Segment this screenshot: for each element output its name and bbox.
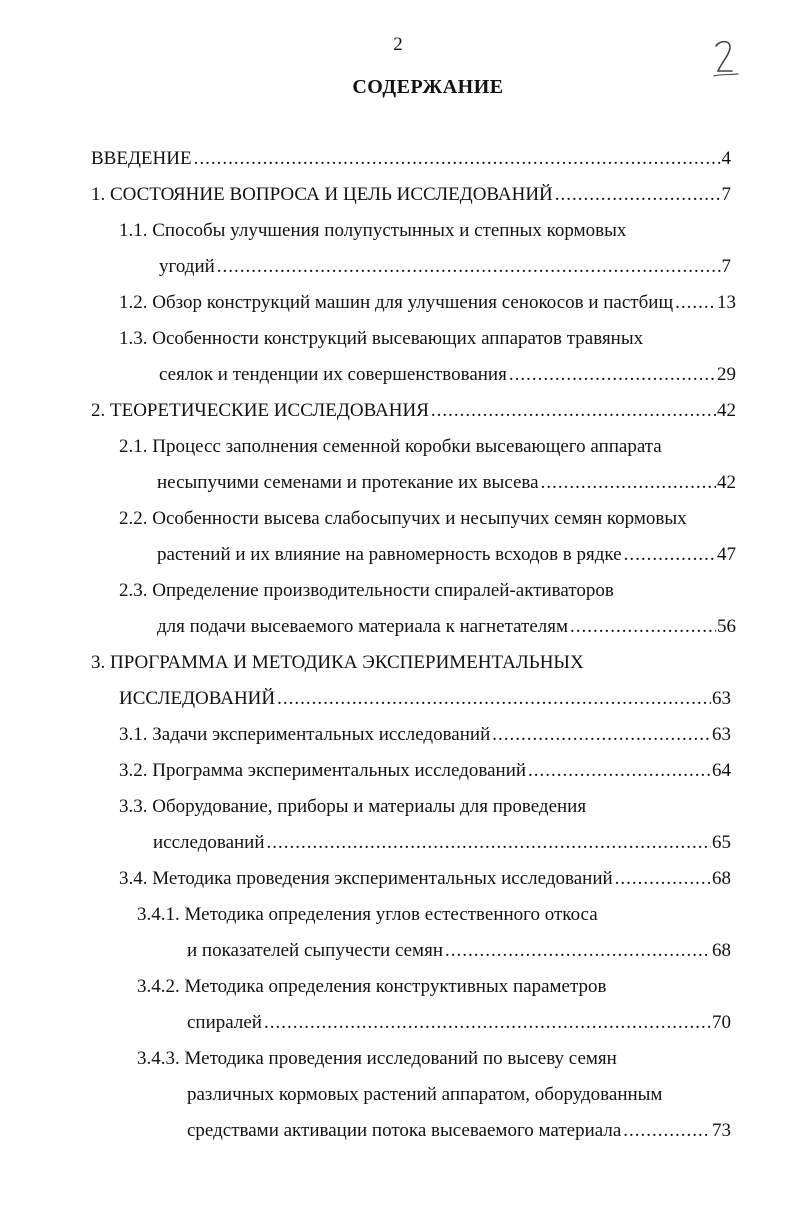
toc-entry-chapter-2 (91, 400, 736, 426)
toc-entry-title: 3.2. Программа экспериментальных исследований (119, 760, 527, 781)
toc-entry-section-3-4 (119, 868, 731, 894)
toc-entry-section-3-2 (119, 760, 731, 786)
leader-dots (528, 760, 711, 782)
toc-entry-section-2-2-cont (157, 544, 736, 570)
page-number: 2 (393, 34, 403, 55)
toc-entry-title: 3.4. Методика проведения экспериментальных исследований (119, 868, 613, 889)
handwritten-page-mark (708, 38, 742, 80)
toc-entry-section-1-3 (119, 328, 731, 354)
toc-entry-title: 1. СОСТОЯНИЕ ВОПРОСА И ЦЕЛЬ ИССЛЕДОВАНИЙ (91, 184, 553, 205)
toc-entry-title: исследований (153, 832, 265, 853)
toc-page-number: 56 (717, 616, 736, 637)
toc-page-number: 29 (717, 364, 736, 385)
leader-dots (217, 256, 721, 278)
leader-dots (623, 1120, 711, 1142)
toc-entry-title: средствами активации потока высеваемого материала (187, 1120, 622, 1141)
leader-dots (492, 724, 711, 746)
toc-entry-title: угодий (159, 256, 215, 277)
toc-page-number: 64 (712, 760, 731, 781)
toc-entry-title: 3.3. Оборудование, приборы и материалы для проведения (119, 796, 587, 817)
toc-entry-title: ИССЛЕДОВАНИЙ (119, 688, 276, 709)
toc-entry-title: ВВЕДЕНИЕ (91, 148, 192, 169)
toc-page-number: 47 (717, 544, 736, 565)
toc-page-number: 68 (712, 868, 731, 889)
leader-dots (194, 148, 721, 170)
toc-entry-title: 2.3. Определение производительности спиралей-активаторов (119, 580, 614, 601)
toc-entry-title: 1.2. Обзор конструкций машин для улучшения сенокосов и пастбищ (119, 292, 674, 313)
leader-dots (624, 544, 716, 566)
toc-entry-title: и показателей сыпучести семян (187, 940, 443, 961)
toc-page-number: 7 (721, 184, 731, 205)
toc-entry-title: 3.4.1. Методика определения углов естественного откоса (137, 904, 598, 925)
toc-entry-section-1-2 (119, 292, 736, 318)
toc-entry-title: 2.1. Процесс заполнения семенной коробки высевающего аппарата (119, 436, 662, 457)
toc-entry-section-3-3 (119, 796, 731, 822)
toc-entry-section-2-1-cont (157, 472, 736, 498)
toc-entry-section-3-1 (119, 724, 731, 750)
toc-entry-title: 1.1. Способы улучшения полупустынных и степных кормовых (119, 220, 627, 241)
toc-entry-title: 2.2. Особенности высева слабосыпучих и несыпучих семян кормовых (119, 508, 687, 529)
toc-entry-section-2-1 (119, 436, 731, 462)
toc-entry-section-2-2 (119, 508, 736, 534)
toc-entry-chapter-3 (91, 652, 731, 678)
toc-entry-section-2-3 (119, 580, 731, 606)
toc-entry-chapter-1 (91, 184, 731, 210)
toc-page-number: 42 (717, 472, 736, 493)
toc-page-number: 42 (717, 400, 736, 421)
leader-dots (445, 940, 711, 962)
toc-entry-title: сеялок и тенденции их совершенствования (159, 364, 507, 385)
leader-dots (570, 616, 716, 638)
toc-entry-title: растений и их влияние на равномерность всходов в рядке (157, 544, 622, 565)
toc-entry-title: 3.1. Задачи экспериментальных исследований (119, 724, 491, 745)
leader-dots (267, 832, 711, 854)
toc-entry-title: несыпучими семенами и протекание их высева (157, 472, 539, 493)
toc-entry-title: 1.3. Особенности конструкций высевающих аппаратов травяных (119, 328, 644, 349)
toc-entry-section-2-3-cont (157, 616, 736, 642)
toc-entry-section-1-1 (119, 220, 731, 246)
toc-page-number: 63 (712, 724, 731, 745)
toc-page-number: 65 (712, 832, 731, 853)
leader-dots (509, 364, 716, 386)
toc-entry-section-3-4-3 (137, 1048, 731, 1074)
toc-entry-section-1-3-cont (159, 364, 736, 390)
toc-entry-section-3-4-1 (137, 904, 731, 930)
toc-entry-section-3-4-1-cont (187, 940, 731, 966)
toc-entry-section-3-3-cont (153, 832, 731, 858)
leader-dots (277, 688, 711, 710)
toc-entry-title: 3.4.2. Методика определения конструктивных параметров (137, 976, 607, 997)
toc-entry-section-3-4-3-cont2 (187, 1120, 731, 1146)
leader-dots (431, 400, 716, 422)
leader-dots (541, 472, 716, 494)
toc-entry-section-3-4-3-cont1 (187, 1084, 731, 1110)
toc-entry-section-1-1-cont (159, 256, 731, 282)
toc-page-number: 63 (712, 688, 731, 709)
toc-heading: СОДЕРЖАНИЕ (352, 76, 504, 98)
toc-entry-section-3-4-2 (137, 976, 731, 1002)
toc-page-number: 70 (712, 1012, 731, 1033)
toc-entry-title: 3.4.3. Методика проведения исследований по высеву семян (137, 1048, 617, 1069)
toc-entry-title: 2. ТЕОРЕТИЧЕСКИЕ ИССЛЕДОВАНИЯ (91, 400, 429, 421)
toc-entry-title: спиралей (187, 1012, 262, 1033)
leader-dots (555, 184, 721, 206)
toc-entry-introduction (91, 148, 731, 174)
toc-page-number: 73 (712, 1120, 731, 1141)
toc-page-number: 68 (712, 940, 731, 961)
leader-dots (264, 1012, 711, 1034)
toc-page-number: 13 (717, 292, 736, 313)
toc-entry-section-3-4-2-cont (187, 1012, 731, 1038)
leader-dots (615, 868, 711, 890)
toc-entry-title: для подачи высеваемого материала к нагнетателям (157, 616, 569, 637)
toc-page-number: 7 (721, 256, 731, 277)
toc-entry-chapter-3-cont (119, 688, 731, 714)
toc-page-number: 4 (721, 148, 731, 169)
toc-entry-title: 3. ПРОГРАММА И МЕТОДИКА ЭКСПЕРИМЕНТАЛЬНЫХ (91, 652, 584, 673)
leader-dots (675, 292, 716, 314)
toc-entry-title: различных кормовых растений аппаратом, оборудованным (187, 1084, 663, 1105)
